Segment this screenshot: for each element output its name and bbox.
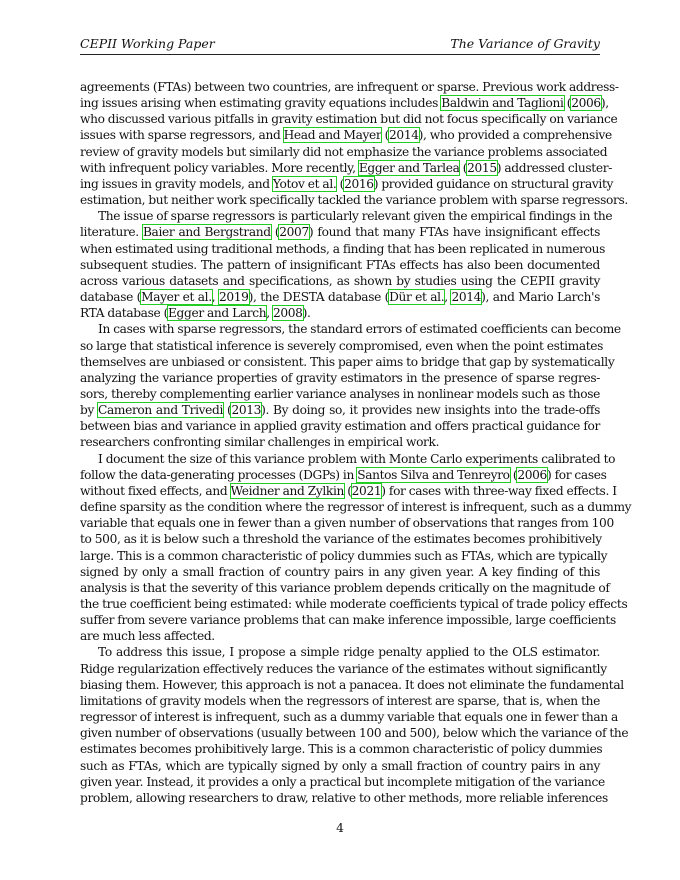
text-line: ing issues arising when estimating gravity equations includes Baldwin and Taglioni (2006), — [80, 96, 609, 111]
text-line: sors, thereby complementing earlier variance analyses in nonlinear models such as those — [80, 386, 600, 401]
text-line: to 500, as it is below such a threshold the variance of the estimates becomes prohibitively — [80, 532, 602, 547]
citation-link[interactable]: 2015 — [467, 160, 497, 175]
citation-link[interactable]: 2006 — [571, 96, 601, 111]
text-line: themselves are unbiased or consistent. This paper aims to bridge that gap by systematically — [80, 354, 615, 369]
text-line: by Cameron and Trivedi (2013). By doing so, it provides new insights into the trade-offs — [80, 403, 600, 418]
citation-link[interactable]: Head and Mayer — [283, 128, 382, 143]
text-line: analyzing the variance properties of gravity estimators in the presence of sparse regres- — [80, 370, 600, 385]
text-line: agreements (FTAs) between two countries, are infrequent or sparse. Previous work address- — [80, 80, 619, 94]
citation-link[interactable]: Cameron and Trivedi — [98, 403, 224, 418]
paragraph — [80, 208, 613, 321]
body-text — [80, 79, 632, 806]
text-line: subsequent studies. The pattern of insignificant FTAs effects has also been documented — [80, 257, 600, 272]
text-line: Ridge regularization effectively reduces the variance of the estimates without significantly — [80, 661, 607, 676]
text-line: In cases with sparse regressors, the standard errors of estimated coefficients can become — [98, 322, 621, 337]
text-line: define sparsity as the condition where the regressor of interest is infrequent, such as a dummy — [80, 500, 632, 515]
text-line: such as FTAs, which are typically signed by only a small fraction of country pairs in any — [80, 758, 600, 773]
citation-link[interactable]: 2021 — [351, 483, 382, 498]
text-line: analysis is that the severity of this variance problem depends critically on the magnitude of — [80, 580, 610, 595]
citation-link[interactable]: 2016 — [344, 176, 374, 191]
header-rule — [80, 54, 600, 55]
text-line: I document the size of this variance problem with Monte Carlo experiments calibrated to — [98, 451, 616, 466]
citation-link[interactable]: Yotov et al. — [272, 176, 337, 191]
text-line: biasing them. However, this approach is not a panacea. It does not eliminate the fundamental — [80, 677, 624, 692]
text-line: The issue of sparse regressors is particularly relevant given the empirical findings in the — [98, 209, 613, 224]
text-line: the true coefficient being estimated: while moderate coefficients typical of trade policy effects — [80, 597, 628, 611]
text-line: given year. Instead, it provides a only a practical but incomplete mitigation of the variance — [80, 774, 605, 789]
text-line: when estimated using traditional methods, a finding that has been replicated in numerous — [80, 241, 606, 256]
text-line: database (Mayer et al., 2019), the DESTA database (Dür et al., 2014), and Mario Larch's — [80, 290, 601, 305]
citation-link[interactable]: Weidner and Zylkin — [230, 483, 345, 498]
text-line: so large that statistical inference is severely compromised, even when the point estimates — [80, 338, 604, 353]
header-series-title: CEPII Working Paper — [80, 36, 215, 51]
text-line: RTA database (Egger and Larch, 2008). — [80, 306, 311, 321]
paragraph — [80, 321, 621, 450]
paper-page — [80, 0, 632, 880]
text-line: follow the data-generating processes (DGPs) in Santos Silva and Tenreyro (2006) for cases — [80, 467, 607, 482]
citation-link[interactable]: 2008 — [272, 306, 303, 321]
text-line: given number of observations (usually between 100 and 500), below which the variance of the — [80, 726, 629, 741]
paragraph — [80, 451, 632, 645]
text-line: limitations of gravity models when the regressors of interest are sparse, that is, when the — [80, 693, 600, 708]
text-line: problem, allowing researchers to draw, relative to other methods, more reliable inferences — [80, 790, 608, 805]
text-line: estimates becomes prohibitively large. This is a common characteristic of policy dummies — [80, 742, 603, 757]
citation-link[interactable]: Mayer et al. — [141, 290, 212, 305]
text-line: ing issues in gravity models, and Yotov et al. (2016) provided guidance on structural gravity — [80, 176, 614, 191]
citation-link[interactable]: Santos Silva and Tenreyro — [357, 467, 510, 482]
text-line: who discussed various pitfalls in gravity estimation but did not focus specifically on variance — [80, 112, 618, 127]
citation-link[interactable]: Egger and Tarlea — [358, 160, 460, 175]
header-paper-title: The Variance of Gravity — [450, 36, 600, 51]
text-line: review of gravity models but similarly did not emphasize the variance problems associated — [80, 144, 608, 159]
text-line: suffer from severe variance problems that can make inference impossible, large coefficients — [80, 613, 616, 628]
citation-link[interactable]: Baier and Bergstrand — [142, 225, 271, 240]
text-line: estimation, but neither work specifically tackled the variance problem with sparse regressors. — [80, 193, 628, 208]
citation-link[interactable]: 2006 — [517, 467, 547, 482]
text-line: regressor of interest is infrequent, such as a dummy variable that equals one in fewer than a — [80, 710, 618, 725]
text-line: variable that equals one in fewer than a given number of observations that ranges from 100 — [80, 516, 614, 531]
text-line: To address this issue, I propose a simple ridge penalty applied to the OLS estimator. — [98, 645, 600, 660]
text-line: signed by only a small fraction of country pairs in any given year. A key finding of this — [80, 564, 600, 579]
page-number: 4 — [336, 821, 344, 835]
text-line: literature. Baier and Bergstrand (2007) found that many FTAs have insignificant effects — [80, 225, 600, 240]
text-line: large. This is a common characteristic of policy dummies such as FTAs, which are typically — [80, 548, 608, 563]
running-header — [80, 36, 600, 52]
text-line: researchers confronting similar challenges in empirical work. — [80, 435, 440, 450]
citation-link[interactable]: 2019 — [218, 290, 249, 305]
text-line: issues with sparse regressors, and Head and Mayer (2014), who provided a comprehensive — [80, 128, 612, 143]
citation-link[interactable]: Baldwin and Taglioni — [441, 96, 564, 111]
citation-link[interactable]: 2007 — [279, 225, 309, 240]
citation-link[interactable]: Dür et al. — [389, 290, 445, 305]
text-line: between bias and variance in applied gravity estimation and offers practical guidance for — [80, 419, 600, 434]
citation-link[interactable]: 2014 — [389, 128, 419, 143]
text-line: are much less affected. — [80, 629, 215, 644]
paragraph — [80, 644, 629, 806]
citation-link[interactable]: 2014 — [451, 290, 482, 305]
text-line: without fixed effects, and Weidner and Zylkin (2021) for cases with three-way fixed effects. I — [80, 483, 617, 498]
text-line: across various datasets and specifications, as shown by studies using the CEPII gravity — [80, 273, 600, 288]
citation-link[interactable]: 2013 — [231, 403, 262, 418]
paragraph — [80, 79, 628, 208]
citation-link[interactable]: Egger and Larch — [168, 306, 267, 321]
text-line: with infrequent policy variables. More recently, Egger and Tarlea (2015) addressed cluster- — [80, 160, 612, 175]
